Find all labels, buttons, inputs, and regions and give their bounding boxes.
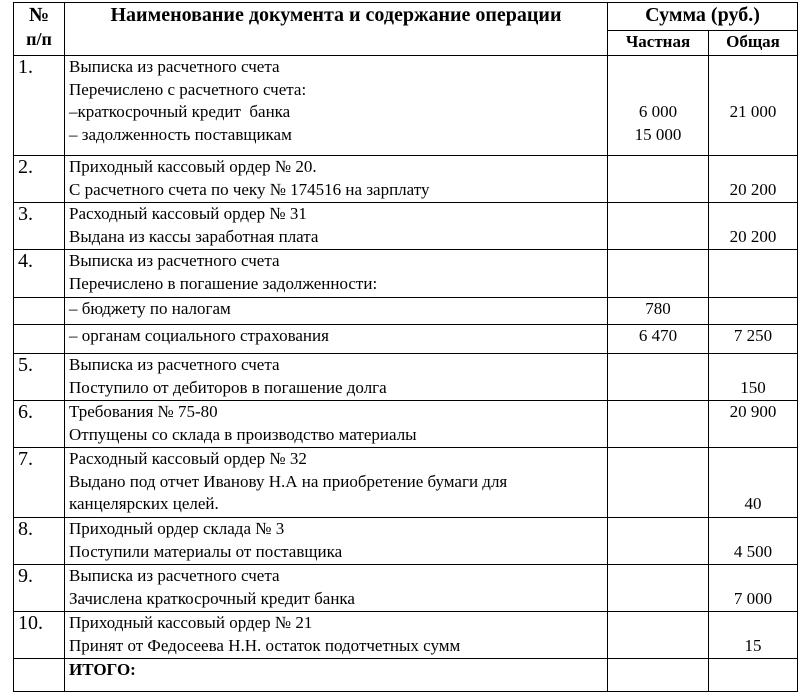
row-description — [65, 401, 608, 448]
description-line: Расходный кассовый ордер № 31 — [69, 204, 307, 223]
header-num-line: № — [28, 4, 50, 26]
description-line: Выписка из расчетного счета — [69, 57, 280, 76]
description-line: Перечислено с расчетного счета: — [69, 79, 307, 99]
row-total-amount — [709, 203, 798, 250]
row-description — [65, 354, 608, 401]
description-line: Выписка из расчетного счета — [69, 566, 280, 585]
header-partial: Частная — [608, 31, 709, 56]
row-partial-amount: 6 470 — [608, 325, 709, 354]
row-description — [65, 156, 608, 203]
row-total-amount — [709, 565, 798, 612]
header-sum: Сумма (руб.) — [608, 3, 798, 31]
row-number: 5. — [14, 354, 65, 401]
description-line: Расходный кассовый ордер № 32 — [69, 449, 307, 468]
row-number: 7. — [14, 448, 65, 518]
total-row — [14, 659, 798, 692]
table-row — [14, 401, 798, 448]
description-line: Требования № 75-80 — [69, 402, 218, 421]
amount-line: 150 — [740, 377, 766, 397]
row-partial-amount — [608, 156, 709, 203]
row-number: 3. — [14, 203, 65, 250]
total-num-cell — [14, 659, 65, 692]
description-line: Приходный кассовый ордер № 20. — [69, 157, 317, 176]
row-partial-amount — [608, 401, 709, 448]
amount-line — [713, 79, 793, 102]
amount-line: 21 000 — [729, 102, 777, 121]
row-number: 10. — [14, 612, 65, 659]
description-line: Отпущены со склада в производство материалы — [69, 424, 417, 444]
amount-line — [612, 56, 704, 79]
row-partial-amount — [608, 518, 709, 565]
amount-line: 4 500 — [733, 541, 773, 561]
total-partial-cell — [608, 659, 709, 692]
table-row — [14, 298, 798, 325]
row-total-amount — [709, 518, 798, 565]
amount-line — [713, 471, 793, 494]
description-line: Зачислена краткосрочный кредит банка — [69, 588, 355, 608]
row-description — [65, 518, 608, 565]
amount-line — [713, 612, 793, 635]
amount-line — [713, 156, 793, 179]
description-line: канцелярских целей. — [69, 494, 219, 513]
row-description — [65, 612, 608, 659]
table-row — [14, 203, 798, 250]
table-row — [14, 250, 798, 298]
row-number — [14, 325, 65, 354]
amount-line: 20 200 — [729, 226, 777, 246]
amount-line — [612, 79, 704, 102]
table-row — [14, 448, 798, 518]
row-number: 9. — [14, 565, 65, 612]
row-total-amount — [709, 156, 798, 203]
row-partial-amount — [608, 203, 709, 250]
row-total-amount: 7 250 — [709, 325, 798, 354]
amount-line: 7 000 — [733, 588, 773, 608]
table-body — [14, 56, 798, 659]
row-partial-amount — [608, 448, 709, 518]
amount-line — [713, 424, 793, 447]
row-description — [65, 565, 608, 612]
description-line: – органам социального страхования — [69, 326, 329, 345]
row-number: 8. — [14, 518, 65, 565]
description-line: –краткосрочный кредит банка — [69, 102, 291, 121]
description-line: – задолженность поставщикам — [69, 124, 292, 144]
amount-line: 15 000 — [634, 124, 682, 144]
amount-line — [713, 56, 793, 79]
row-description — [65, 56, 608, 156]
table-header — [14, 3, 798, 56]
row-number — [14, 298, 65, 325]
total-total-cell — [709, 659, 798, 692]
header-num-line: п/п — [26, 29, 52, 49]
row-total-amount — [709, 298, 798, 325]
description-line: Выдана из кассы заработная плата — [69, 226, 319, 246]
table-row — [14, 156, 798, 203]
header-desc: Наименование документа и содержание операции — [65, 3, 608, 56]
row-description — [65, 250, 608, 298]
row-total-amount — [709, 612, 798, 659]
row-number: 4. — [14, 250, 65, 298]
description-line: С расчетного счета по чеку № 174516 на зарплату — [69, 179, 430, 199]
amount-line — [713, 354, 793, 377]
row-total-amount — [709, 448, 798, 518]
row-description — [65, 325, 608, 354]
row-total-amount — [709, 250, 798, 298]
table-row — [14, 325, 798, 354]
row-partial-amount: 780 — [608, 298, 709, 325]
amount-line — [713, 203, 793, 226]
amount-line: 6 000 — [638, 102, 678, 121]
amount-line — [713, 565, 793, 588]
row-partial-amount — [608, 354, 709, 401]
row-number: 2. — [14, 156, 65, 203]
description-line: – бюджету по налогам — [69, 299, 231, 318]
row-total-amount — [709, 56, 798, 156]
table-row — [14, 354, 798, 401]
amount-line: 40 — [744, 494, 762, 513]
row-partial-amount — [608, 612, 709, 659]
operations-table — [13, 2, 798, 692]
row-partial-amount — [608, 565, 709, 612]
amount-line: 20 200 — [729, 179, 777, 199]
amount-line: 15 — [744, 635, 762, 655]
row-number: 1. — [14, 56, 65, 156]
table-row — [14, 612, 798, 659]
row-partial-amount — [608, 56, 709, 156]
table-row — [14, 565, 798, 612]
description-line: Выдано под отчет Иванову Н.А на приобретение бумаги для — [69, 471, 508, 491]
row-partial-amount — [608, 250, 709, 298]
description-line: Поступило от дебиторов в погашение долга — [69, 377, 387, 397]
description-line: Принят от Федосеева Н.Н. остаток подотчетных сумм — [69, 635, 461, 655]
row-description — [65, 448, 608, 518]
row-description — [65, 203, 608, 250]
row-number: 6. — [14, 401, 65, 448]
header-num — [14, 3, 65, 56]
header-total: Общая — [709, 31, 798, 56]
description-line: Поступили материалы от поставщика — [69, 541, 343, 561]
description-line: Выписка из расчетного счета — [69, 251, 280, 270]
description-line: Перечислено в погашение задолженности: — [69, 273, 378, 293]
table-row — [14, 518, 798, 565]
total-label: ИТОГО: — [65, 659, 608, 692]
table-row — [14, 56, 798, 156]
row-total-amount — [709, 354, 798, 401]
description-line: Приходный кассовый ордер № 21 — [69, 613, 313, 632]
amount-line — [713, 448, 793, 471]
amount-line — [713, 124, 793, 147]
amount-line — [713, 518, 793, 541]
amount-line: 20 900 — [729, 402, 777, 421]
row-total-amount — [709, 401, 798, 448]
description-line: Выписка из расчетного счета — [69, 355, 280, 374]
row-description — [65, 298, 608, 325]
description-line: Приходный ордер склада № 3 — [69, 519, 285, 538]
